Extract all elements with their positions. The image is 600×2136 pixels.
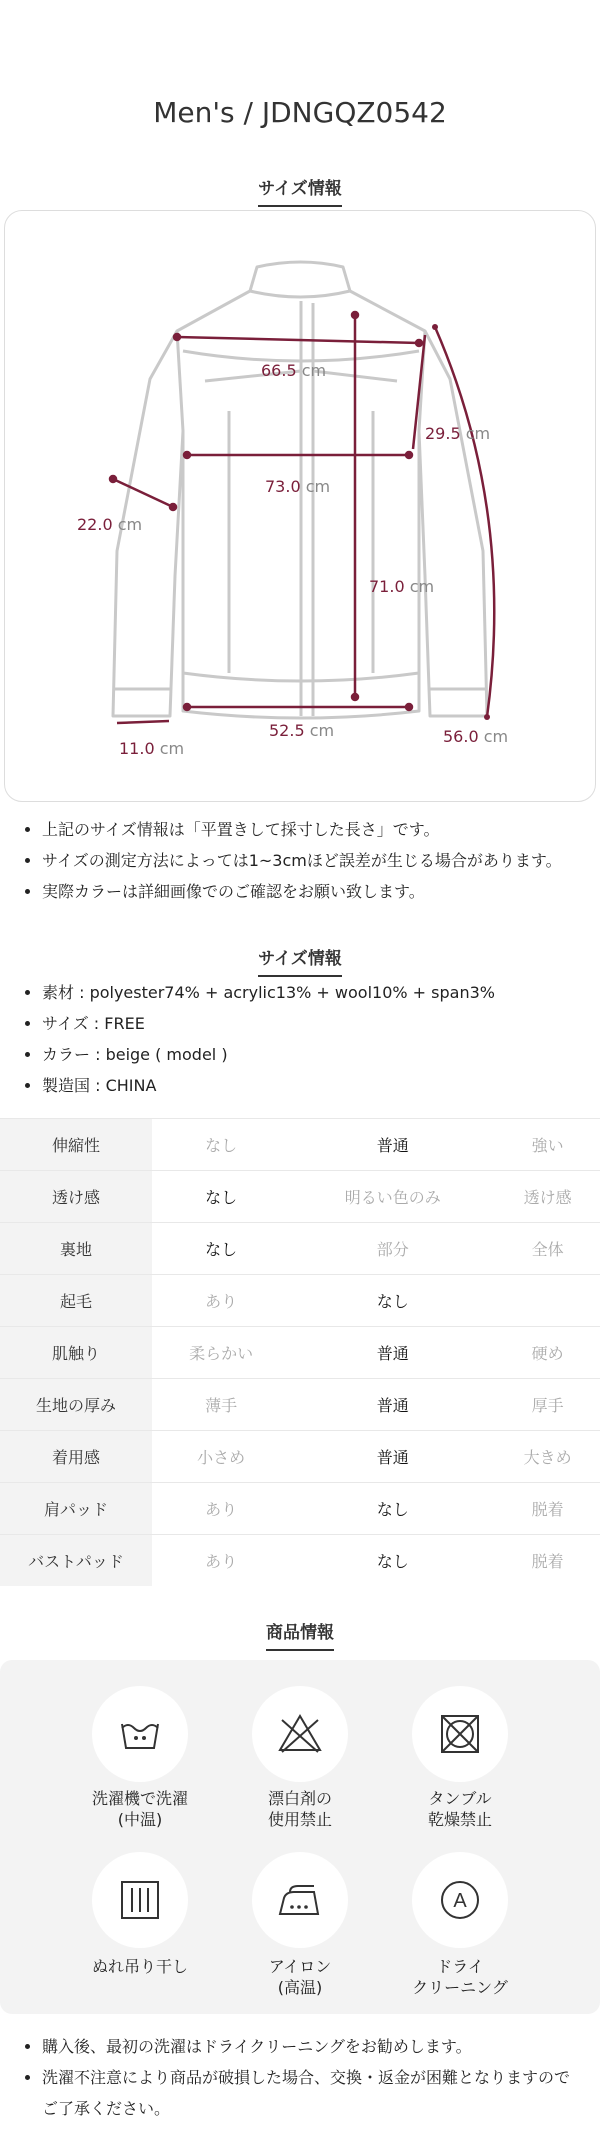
row-label: バストパッド bbox=[0, 1535, 152, 1587]
drip-dry-icon bbox=[92, 1852, 188, 1948]
row-option: 薄手 bbox=[152, 1379, 290, 1431]
list-item: • サイズの測定方法によっては1~3cmほど誤差が生じる場合があります。 bbox=[42, 845, 562, 876]
size-diagram bbox=[4, 210, 596, 802]
list-item: • 上記のサイズ情報は「平置きして採寸した長さ」です。 bbox=[42, 814, 562, 845]
row-option: 脱着 bbox=[495, 1535, 600, 1587]
measure-sleeve: 56.0 cm bbox=[443, 727, 509, 746]
product-notes bbox=[14, 2031, 570, 2124]
row-label: 裏地 bbox=[0, 1223, 152, 1275]
fabric-table bbox=[0, 1118, 600, 1586]
list-item: • カラー : beige ( model ) bbox=[42, 1039, 495, 1070]
row-option: なし bbox=[152, 1223, 290, 1275]
size-info-heading: サイズ情報 bbox=[0, 174, 600, 207]
no-bleach-icon bbox=[252, 1686, 348, 1782]
svg-text:A: A bbox=[453, 1890, 467, 1912]
list-item: • サイズ : FREE bbox=[42, 1008, 495, 1039]
measure-hem: 52.5 cm bbox=[269, 721, 335, 740]
row-option: 全体 bbox=[495, 1223, 600, 1275]
list-item: • 洗濯不注意により商品が破損した場合、交換・返金が困難となりますので bbox=[42, 2062, 570, 2093]
table-row bbox=[0, 1275, 600, 1327]
size-notes bbox=[14, 814, 562, 907]
row-option: 厚手 bbox=[495, 1379, 600, 1431]
row-option: あり bbox=[152, 1275, 290, 1327]
table-row bbox=[0, 1431, 600, 1483]
row-label: 着用感 bbox=[0, 1431, 152, 1483]
jacket-outline bbox=[5, 211, 595, 801]
row-label: 透け感 bbox=[0, 1171, 152, 1223]
row-option: 透け感 bbox=[495, 1171, 600, 1223]
care-label-drip: ぬれ吊り干し bbox=[91, 1957, 188, 1976]
table-row bbox=[0, 1535, 600, 1587]
table-row bbox=[0, 1223, 600, 1275]
care-label-wash: 洗濯機で洗濯 (中温) bbox=[91, 1789, 188, 1829]
care-label-dryclean: ドライ クリーニング bbox=[412, 1957, 508, 1997]
page-title: Men's / JDNGQZ0542 bbox=[153, 96, 447, 129]
row-label: 肩パッド bbox=[0, 1483, 152, 1535]
no-tumble-dry-icon bbox=[412, 1686, 508, 1782]
care-label-tumble: タンブル 乾燥禁止 bbox=[427, 1789, 492, 1829]
row-option: 大きめ bbox=[495, 1431, 600, 1483]
row-option: 硬め bbox=[495, 1327, 600, 1379]
dry-clean-icon bbox=[412, 1852, 508, 1948]
table-row bbox=[0, 1379, 600, 1431]
row-option bbox=[495, 1275, 600, 1327]
measure-sleeve-top: 29.5 cm bbox=[425, 424, 491, 443]
row-option: 小さめ bbox=[152, 1431, 290, 1483]
row-label: 伸縮性 bbox=[0, 1119, 152, 1171]
list-item: ご了承ください。 bbox=[42, 2099, 171, 2118]
table-row bbox=[0, 1327, 600, 1379]
measure-waist: 73.0 cm bbox=[265, 477, 331, 496]
material-list bbox=[14, 977, 495, 1101]
iron-high-icon bbox=[252, 1852, 348, 1948]
row-option: 普通 bbox=[290, 1379, 495, 1431]
row-option: 脱着 bbox=[495, 1483, 600, 1535]
row-option: 明るい色のみ bbox=[290, 1171, 495, 1223]
care-panel bbox=[0, 1660, 600, 2014]
table-row bbox=[0, 1119, 600, 1171]
measure-cuff: 11.0 cm bbox=[119, 739, 185, 758]
list-item: • 素材 : polyester74% + acrylic13% + wool10% + span3% bbox=[42, 977, 495, 1008]
measure-length: 71.0 cm bbox=[369, 577, 435, 596]
row-option: 強い bbox=[495, 1119, 600, 1171]
row-option: なし bbox=[290, 1275, 495, 1327]
care-label-bleach: 漂白剤の 使用禁止 bbox=[267, 1789, 332, 1829]
product-heading: 商品情報 bbox=[0, 1618, 600, 1651]
row-label: 肌触り bbox=[0, 1327, 152, 1379]
row-option: なし bbox=[152, 1171, 290, 1223]
row-label: 生地の厚み bbox=[0, 1379, 152, 1431]
row-option: 普通 bbox=[290, 1327, 495, 1379]
row-option: 柔らかい bbox=[152, 1327, 290, 1379]
row-option: 部分 bbox=[290, 1223, 495, 1275]
row-option: なし bbox=[152, 1119, 290, 1171]
care-label-iron: アイロン (高温) bbox=[268, 1957, 332, 1997]
row-option: なし bbox=[290, 1483, 495, 1535]
table-row bbox=[0, 1171, 600, 1223]
row-label: 起毛 bbox=[0, 1275, 152, 1327]
measure-chest: 66.5 cm bbox=[261, 361, 327, 380]
row-option: なし bbox=[290, 1535, 495, 1587]
row-option: 普通 bbox=[290, 1119, 495, 1171]
list-item: • 購入後、最初の洗濯はドライクリーニングをお勧めします。 bbox=[42, 2031, 570, 2062]
list-item: • 製造国 : CHINA bbox=[42, 1070, 495, 1101]
list-item: • 実際カラーは詳細画像でのご確認をお願い致します。 bbox=[42, 876, 562, 907]
table-row bbox=[0, 1483, 600, 1535]
row-option: 普通 bbox=[290, 1431, 495, 1483]
row-option: あり bbox=[152, 1483, 290, 1535]
row-option: あり bbox=[152, 1535, 290, 1587]
measure-arm: 22.0 cm bbox=[77, 515, 143, 534]
material-heading: サイズ情報 bbox=[0, 944, 600, 977]
washing-machine-icon bbox=[92, 1686, 188, 1782]
